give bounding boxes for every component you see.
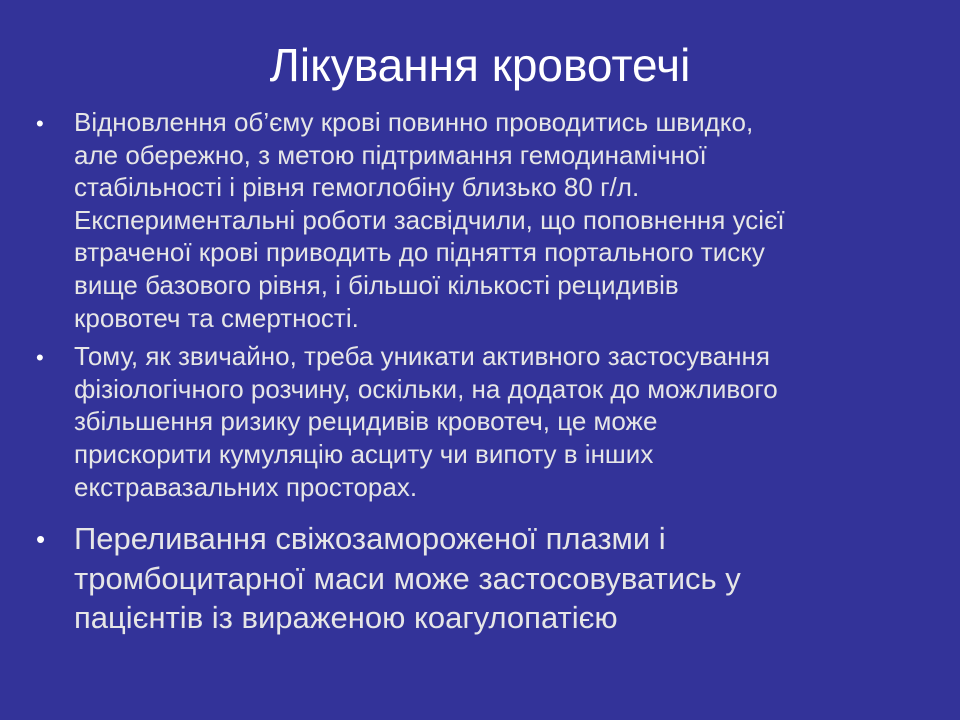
- bullet-item-3: [34, 519, 944, 638]
- bullet-text: Переливання свіжозамороженої плазми і тромбоцитарної маси може застосовуватись у пацієнтів із вираженою коагулопатією: [74, 521, 741, 636]
- bullet-list: [34, 106, 944, 638]
- bullet-dot-icon: •: [36, 345, 44, 371]
- bullet-text: Тому, як звичайно, треба уникати активного застосування фізіологічного розчину, оскільки, на додаток до можливого збільшення ризику рецидивів кровотеч, це може прискорити кумуляцію асциту чи випоту в інших екстравазальних просторах.: [74, 341, 778, 502]
- slide-title: Лікування кровотечі: [269, 39, 691, 91]
- bullet-item-1: [34, 106, 944, 334]
- bullet-dot-icon: •: [36, 524, 46, 555]
- bullet-item-2: [34, 340, 944, 503]
- bullet-text: Відновлення об’єму крові повинно проводитись швидко, але обережно, з метою підтримання гемодинамічної стабільності і рівня гемоглобіну близько 80 г/л. Експериментальні роботи засвідчили, що поповнення усієї втраченої крові приводить до підняття портального тиску вище базового рівня, і більшої кількості рецидивів кровотеч та смертності.: [74, 107, 785, 333]
- bullet-dot-icon: •: [36, 111, 44, 136]
